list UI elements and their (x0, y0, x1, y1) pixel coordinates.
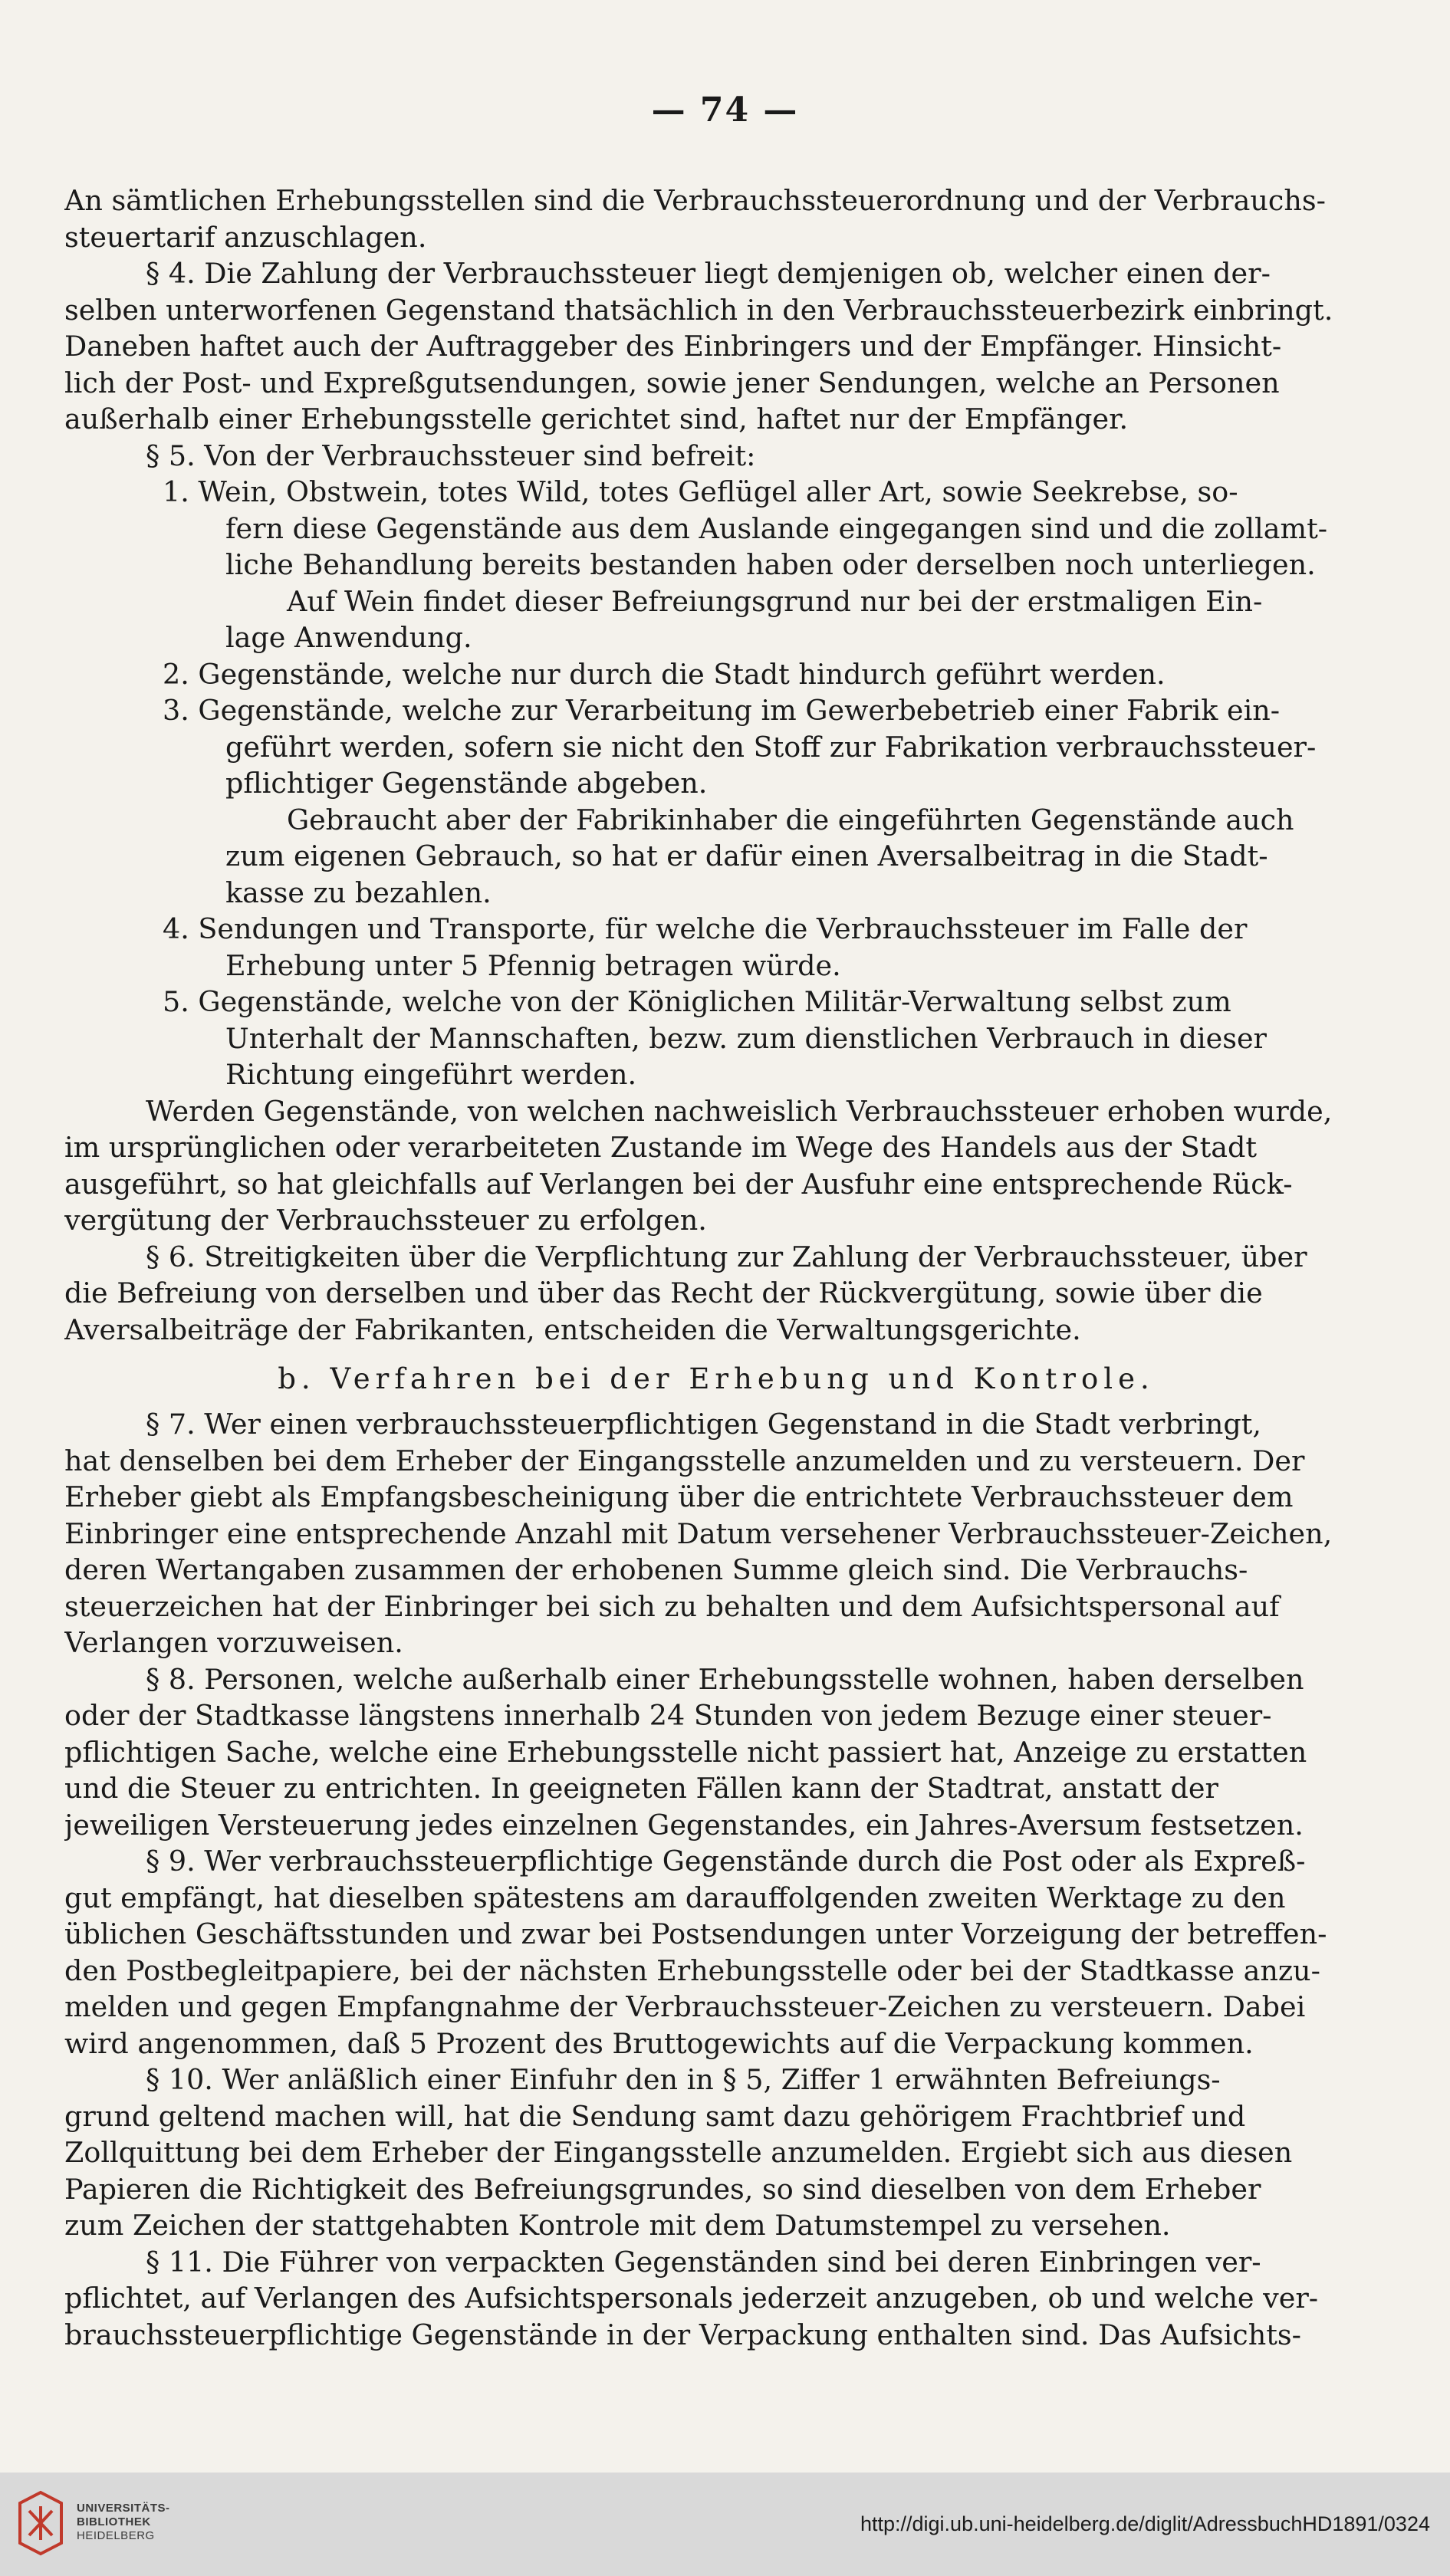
text-line: ausgeführt, so hat gleichfalls auf Verlangen bei der Ausfuhr eine entsprechende Rück- (64, 1167, 1293, 1201)
text-line: lage Anwendung. (225, 621, 472, 654)
text-line: Erhebung unter 5 Pfennig betragen würde. (225, 948, 841, 982)
text-line: liche Behandlung bereits bestanden haben oder derselben noch unterliegen. (225, 548, 1316, 581)
text-line: steuerzeichen hat der Einbringer bei sich zu behalten und dem Aufsichtspersonal auf (64, 1589, 1280, 1623)
text-line: pflichtet, auf Verlangen des Aufsichtspersonals jederzeit anzugeben, ob und welche ver- (64, 2282, 1319, 2315)
text-line: melden und gegen Empfangnahme der Verbrauchssteuer-Zeichen zu versteuern. Dabei (64, 1990, 1306, 2023)
text-line: § 6. Streitigkeiten über die Verpflichtung zur Zahlung der Verbrauchssteuer, über (146, 1240, 1307, 1273)
text-line: wird angenommen, daß 5 Prozent des Bruttogewichts auf die Verpackung kommen. (64, 2026, 1254, 2060)
text-line: die Befreiung von derselben und über das Recht der Rückvergütung, sowie über die (64, 1276, 1263, 1309)
footer-bar (0, 2472, 1450, 2576)
logo-line: HEIDELBERG (77, 2529, 155, 2542)
text-line: zum Zeichen der stattgehabten Kontrole mit dem Datumstempel zu versehen. (64, 2209, 1171, 2242)
text-line: § 8. Personen, welche außerhalb einer Erhebungsstelle wohnen, haben derselben (146, 1662, 1304, 1696)
text-line: 5. Gegenstände, welche von der Königlichen Militär-Verwaltung selbst zum (163, 985, 1231, 1018)
page-number: — 74 — (651, 90, 799, 130)
text-line: außerhalb einer Erhebungsstelle gerichtet sind, haftet nur der Empfänger. (64, 402, 1129, 435)
section-heading: b. Verfahren bei der Erhebung und Kontrole. (278, 1362, 1155, 1395)
text-line: Unterhalt der Mannschaften, bezw. zum dienstlichen Verbrauch in dieser (225, 1021, 1268, 1055)
text-block-paragraphs-2 (64, 1406, 1368, 2353)
text-line: Erheber giebt als Empfangsbescheinigung über die entrichtete Verbrauchssteuer dem (64, 1480, 1294, 1513)
text-line: selben unterworfenen Gegenstand thatsächlich in den Verbrauchssteuerbezirk einbringt. (64, 293, 1333, 327)
text-line: pflichtiger Gegenstände abgeben. (225, 767, 708, 800)
text-line: Gebraucht aber der Fabrikinhaber die eingeführten Gegenstände auch (287, 803, 1294, 836)
text-line: Werden Gegenstände, von welchen nachweislich Verbrauchssteuer erhoben wurde, (146, 1094, 1333, 1128)
library-logo-text (77, 2502, 170, 2543)
text-line: brauchssteuerpflichtige Gegenstände in der Verpackung enthalten sind. Das Aufsichts- (64, 2318, 1301, 2351)
university-seal-icon (15, 2489, 66, 2557)
text-line: Daneben haftet auch der Auftraggeber des Einbringers und der Empfänger. Hinsicht- (64, 330, 1282, 363)
text-line: § 7. Wer einen verbrauchssteuerpflichtigen Gegenstand in die Stadt verbringt, (146, 1408, 1261, 1441)
text-line: Aversalbeiträge der Fabrikanten, entscheiden die Verwaltungsgerichte. (64, 1313, 1081, 1346)
text-line: hat denselben bei dem Erheber der Eingangsstelle anzumelden und zu versteuern. Der (64, 1444, 1305, 1477)
text-line: Auf Wein findet dieser Befreiungsgrund nur bei der erstmaligen Ein- (287, 584, 1263, 618)
text-line: Verlangen vorzuweisen. (64, 1626, 403, 1659)
text-line: steuertarif anzuschlagen. (64, 220, 427, 254)
text-line: § 5. Von der Verbrauchssteuer sind befreit: (146, 439, 756, 472)
text-line: 2. Gegenstände, welche nur durch die Stadt hindurch geführt werden. (163, 657, 1166, 691)
text-line: fern diese Gegenstände aus dem Auslande eingegangen sind und die zollamt- (225, 511, 1328, 545)
text-line: § 4. Die Zahlung der Verbrauchssteuer liegt demjenigen ob, welcher einen der- (146, 257, 1271, 290)
text-line: vergütung der Verbrauchssteuer zu erfolgen. (64, 1204, 707, 1237)
text-line: pflichtigen Sache, welche eine Erhebungsstelle nicht passiert hat, Anzeige zu erstatten (64, 1735, 1307, 1769)
text-line: üblichen Geschäftsstunden und zwar bei Postsendungen unter Vorzeigung der betreffen- (64, 1917, 1327, 1950)
text-line: Papieren die Richtigkeit des Befreiungsgrundes, so sind dieselben von dem Erheber (64, 2172, 1261, 2206)
text-line: im ursprünglichen oder verarbeiteten Zustande im Wege des Handels aus der Stadt (64, 1131, 1258, 1164)
text-line: Richtung eingeführt werden. (225, 1058, 637, 1091)
logo-line: BIBLIOTHEK (77, 2515, 151, 2528)
text-line: § 10. Wer anläßlich einer Einfuhr den in § 5, Ziffer 1 erwähnten Befreiungs- (146, 2063, 1221, 2096)
text-line: § 9. Wer verbrauchssteuerpflichtige Gegenstände durch die Post oder als Expreß- (146, 1845, 1306, 1878)
text-line: lich der Post- und Expreßgutsendungen, sowie jener Sendungen, welche an Personen (64, 366, 1280, 399)
text-line: den Postbegleitpapiere, bei der nächsten Erhebungsstelle oder bei der Stadtkasse anzu- (64, 1953, 1320, 1987)
document-body (64, 182, 1368, 2353)
text-line: jeweiligen Versteuerung jedes einzelnen Gegenstandes, ein Jahres-Aversum festsetzen. (64, 1808, 1304, 1842)
text-line: Einbringer eine entsprechende Anzahl mit Datum versehener Verbrauchssteuer-Zeichen, (64, 1516, 1333, 1550)
text-block-paragraphs-1 (64, 182, 1368, 1348)
text-line: deren Wertangaben zusammen der erhobenen Summe gleich sind. Die Verbrauchs- (64, 1553, 1248, 1586)
text-line: zum eigenen Gebrauch, so hat er dafür einen Aversalbeitrag in die Stadt- (225, 840, 1268, 872)
logo-line: UNIVERSITÄTS- (77, 2502, 170, 2515)
text-line: grund geltend machen will, hat die Sendung samt dazu gehörigem Frachtbrief und (64, 2099, 1246, 2133)
text-line: kasse zu bezahlen. (225, 876, 492, 909)
source-url-link[interactable]: http://digi.ub.uni-heidelberg.de/diglit/AdressbuchHD1891/0324 (860, 2512, 1430, 2535)
text-line: 3. Gegenstände, welche zur Verarbeitung im Gewerbebetrieb einer Fabrik ein- (163, 694, 1281, 727)
text-line: 1. Wein, Obstwein, totes Wild, totes Geflügel aller Art, sowie Seekrebse, so- (163, 475, 1238, 508)
text-line: oder der Stadtkasse längstens innerhalb 24 Stunden von jedem Bezuge einer steuer- (64, 1699, 1272, 1732)
text-line: und die Steuer zu entrichten. In geeigneten Fällen kann der Stadtrat, anstatt der (64, 1772, 1218, 1805)
text-line: geführt werden, sofern sie nicht den Stoff zur Fabrikation verbrauchssteuer- (225, 730, 1317, 764)
text-line: § 11. Die Führer von verpackten Gegenständen sind bei deren Einbringen ver- (146, 2245, 1261, 2279)
text-line: An sämtlichen Erhebungsstellen sind die Verbrauchssteuerordnung und der Verbrauchs- (64, 184, 1326, 217)
text-line: Zollquittung bei dem Erheber der Eingangsstelle anzumelden. Ergiebt sich aus diesen (64, 2136, 1293, 2169)
text-line: gut empfängt, hat dieselben spätestens am darauffolgenden zweiten Werktage zu den (64, 1881, 1286, 1914)
text-line: 4. Sendungen und Transporte, für welche die Verbrauchssteuer im Falle der (163, 912, 1248, 945)
